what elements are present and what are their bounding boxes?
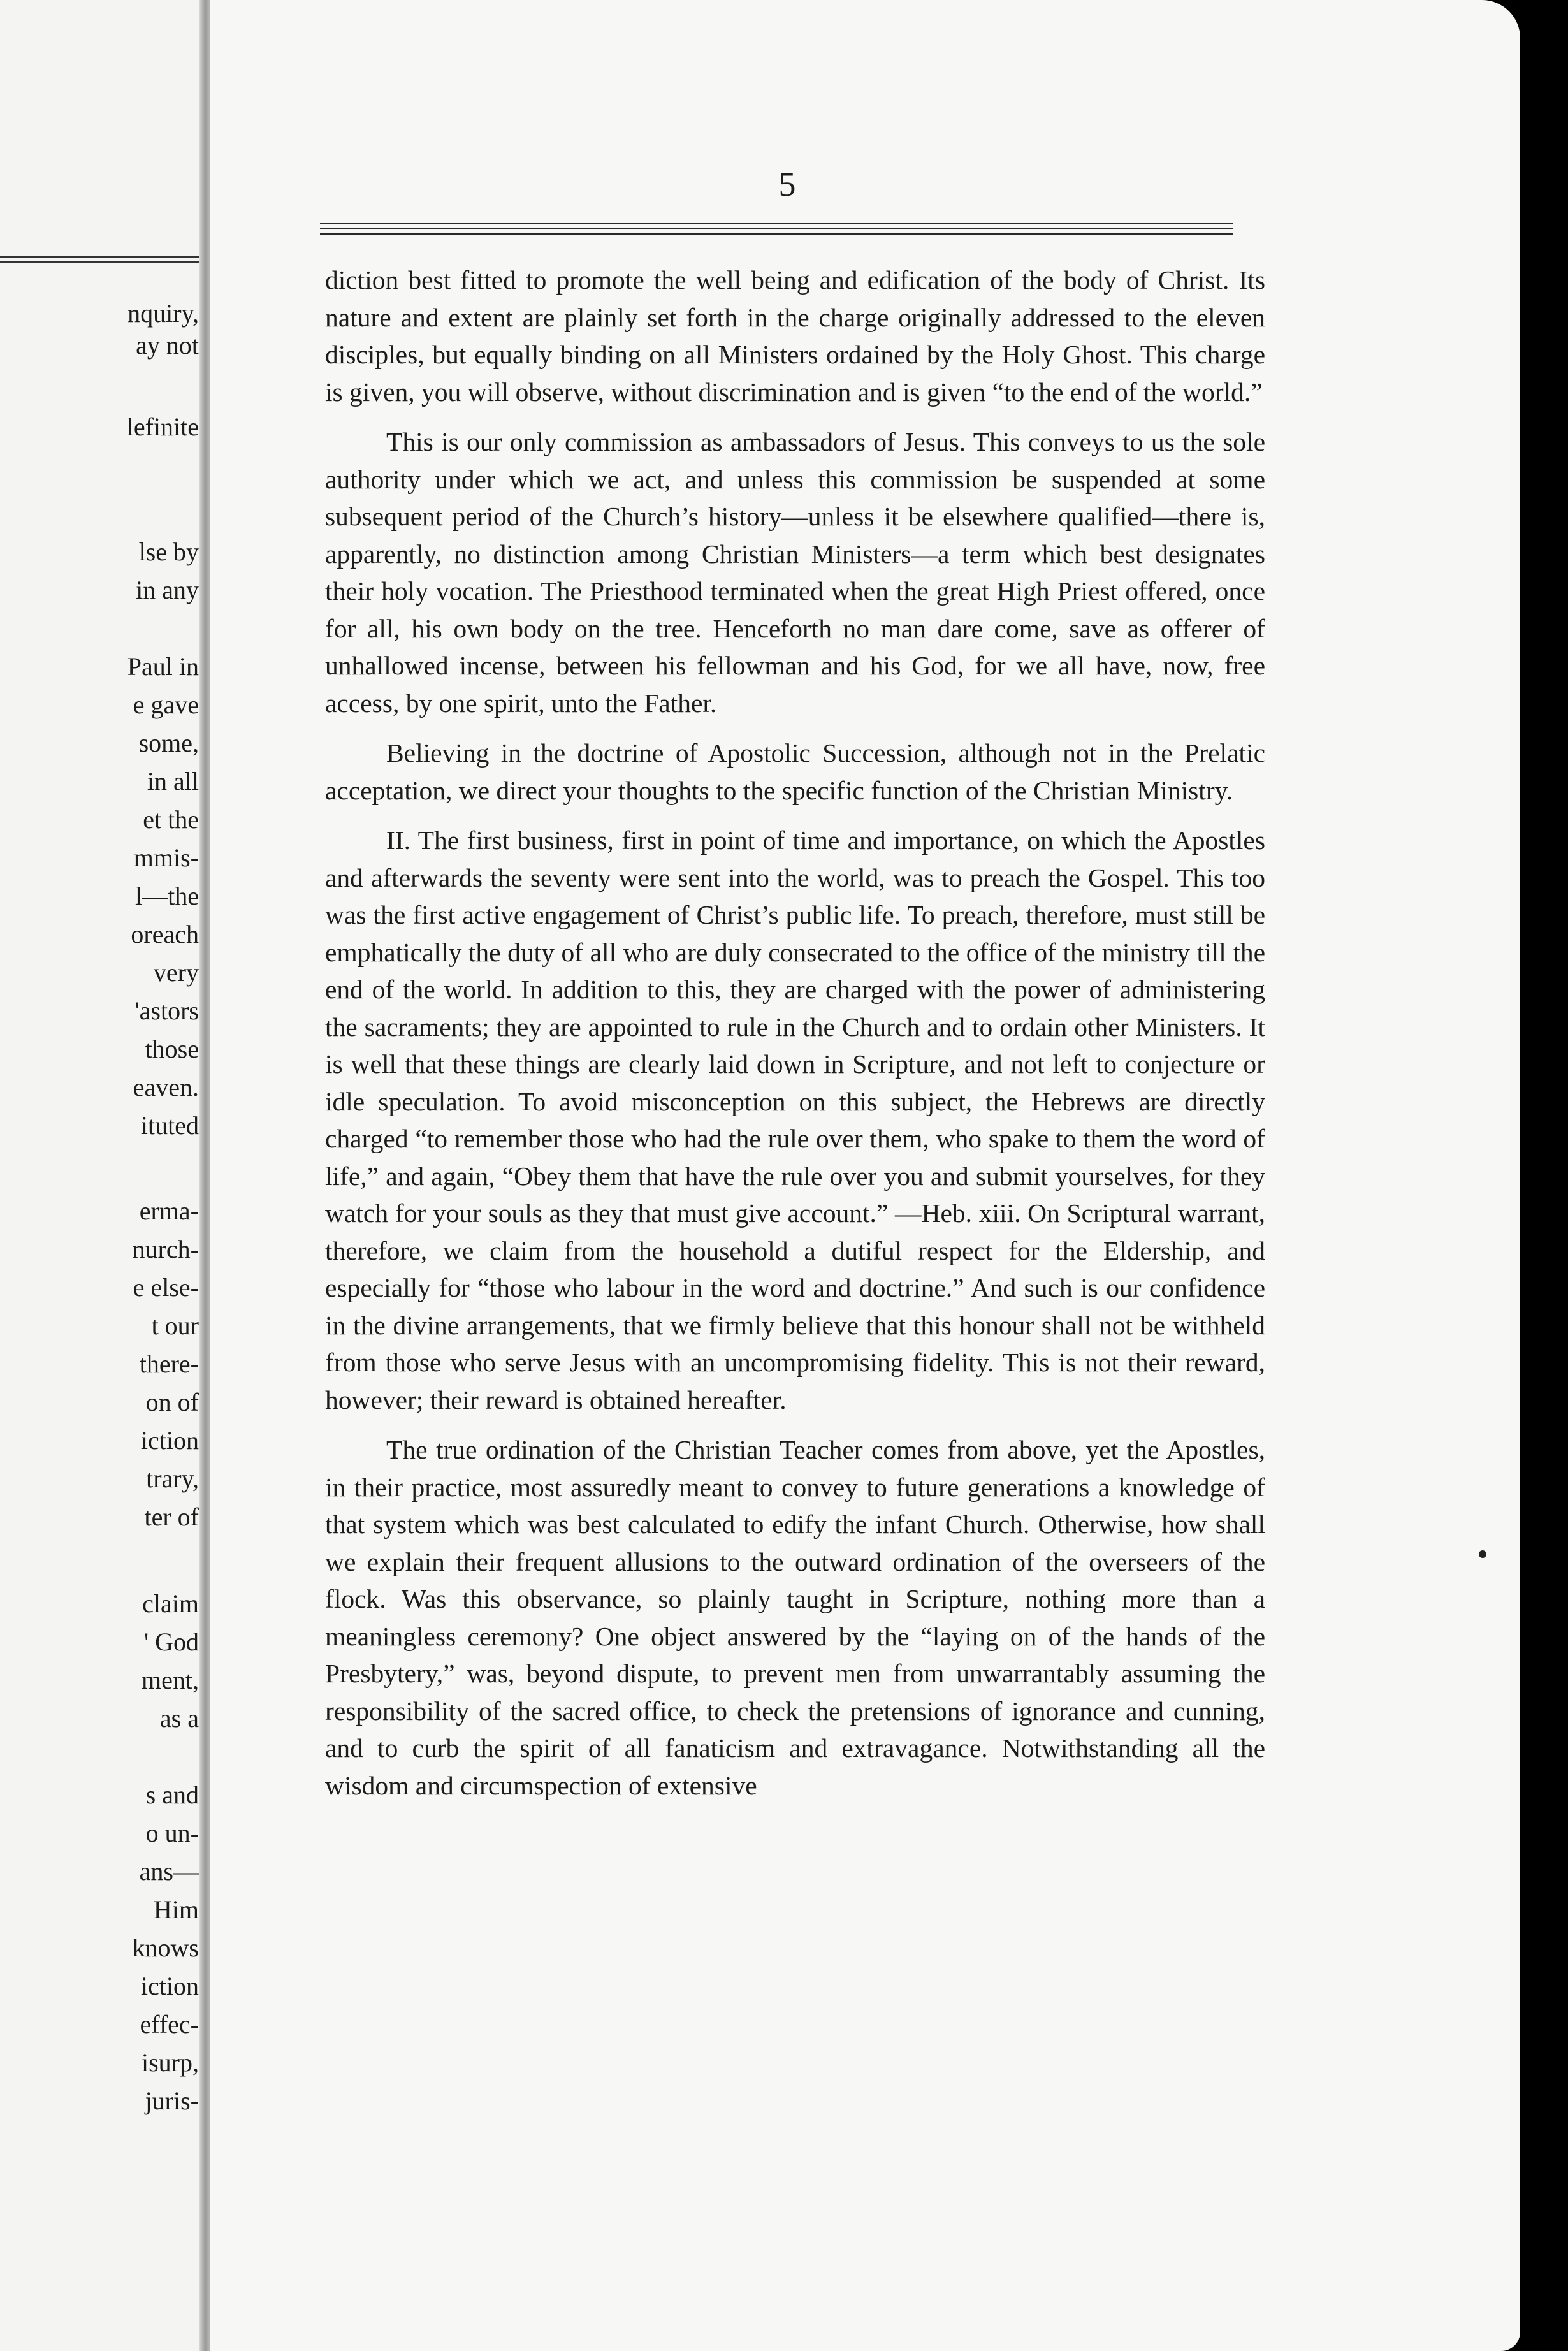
left-fragment: nurch- — [132, 1235, 199, 1263]
left-fragment: those — [145, 1035, 199, 1063]
left-fragment: 'astors — [134, 996, 199, 1025]
left-fragment: nquiry, — [127, 299, 199, 328]
left-fragment: Paul in — [127, 652, 199, 681]
left-fragment: mmis- — [133, 843, 199, 872]
left-fragment: ment, — [142, 1666, 199, 1694]
left-fragment: eaven. — [133, 1073, 199, 1102]
left-facing-page — [0, 0, 205, 2351]
left-fragment: trary, — [146, 1464, 199, 1493]
left-fragment: isurp, — [142, 2048, 199, 2077]
left-fragment: very — [153, 958, 199, 987]
left-fragment: as a — [159, 1704, 199, 1733]
book-page — [210, 0, 1520, 2351]
left-fragment: some, — [138, 729, 199, 757]
left-fragment: claim — [142, 1589, 199, 1618]
paragraph: This is our only commission as ambassadors of Jesus. This conveys to us the sole authority under which we act, and unless this commission be suspended at some subsequent period of the Church’s history—unless it be elsewhere qualified—there is, apparently, no distinction among Christian Ministers—a term which best designates their holy vocation. The Priesthood terminated when the great High Priest offered, once for all, his own body on the tree. Henceforth no man dare come, save as offerer of unhallowed incense, between his fellowman and his God, for we all have, now, free access, by one spirit, unto the Father. — [325, 427, 1265, 718]
header-rule — [320, 228, 1233, 229]
left-fragment: o un- — [145, 1819, 199, 1847]
left-fragment: s and — [145, 1780, 199, 1809]
left-page-rule — [0, 256, 203, 258]
left-page-rule — [0, 261, 203, 263]
left-fragment: Him — [153, 1895, 199, 1924]
paragraph: diction best fitted to promote the well being and edification of the body of Christ. Its nature and extent are plainly set forth in the charge originally addressed to the eleven disciples, but equally binding on all Ministers ordained by the Holy Ghost. This charge is given, you will observe, without discrimination and is given “to the end of the world.” — [325, 265, 1265, 407]
left-fragment: lefinite — [126, 412, 199, 441]
left-fragment: lse by — [138, 537, 199, 566]
left-fragment: there- — [139, 1350, 199, 1378]
left-fragment: iction — [140, 1972, 199, 2000]
header-rule — [320, 233, 1233, 235]
left-fragment: knows — [132, 1933, 199, 1962]
background-edge — [1520, 0, 1568, 2351]
paragraph: II. The first business, first in point of time and importance, on which the Apostles and afterwards the seventy were sent into the world, was to preach the Gospel. This too was the first active engagement of Christ’s public life. To preach, therefore, must still be emphatically the duty of all who are duly consecrated to the office of the ministry till the end of the world. In addition to this, they are charged with the power of administering the sacraments; they are appointed to rule in the Church and to ordain other Ministers. It is well that these things are clearly laid down in Scripture, and not left to conjecture or idle speculation. To avoid misconception on this subject, the Hebrews are directly charged “to remember those who had the rule over them, who spake to them the word of life,” and again, “Obey them that have the rule over you and submit yourselves, for they watch for your souls as they that must give account.” —Heb. xiii. On Scriptural warrant, therefore, we claim from the household a dutiful respect for the Eldership, and especially for “those who labour in the word and doctrine.” And such is our confidence in the divine arrangements, that we firmly believe that this honour shall not be withheld from those who serve Jesus with an uncompromising fidelity. This is not their reward, however; their reward is obtained hereafter. — [325, 826, 1265, 1415]
left-fragment: ituted — [140, 1111, 199, 1140]
left-fragment: l—the — [135, 882, 199, 910]
body-text — [325, 261, 1265, 1817]
ink-speck — [1479, 1550, 1486, 1558]
left-fragment: e gave — [133, 690, 199, 719]
header-rule — [320, 223, 1233, 224]
left-fragment: t our — [151, 1311, 199, 1340]
left-fragment: in any — [136, 576, 199, 604]
left-fragment: ' God — [143, 1627, 199, 1656]
left-fragment: juris- — [145, 2086, 199, 2115]
paragraph: The true ordination of the Christian Teacher comes from above, yet the Apostles, in their practice, most assuredly meant to convey to future generations a knowledge of that system which was best calculated to edify the infant Church. Otherwise, how shall we explain their frequent allusions to the outward ordination of the overseers of the flock. Was this observance, so plainly taught in Scripture, nothing more than a meaningless ceremony? One object answered by the “laying on of the hands of the Presbytery,” was, beyond dispute, to prevent men from unwarrantably assuming the responsibility of the sacred office, to check the pretensions of ignorance and cunning, and to curb the spirit of all fanaticism and extravagance. Notwithstanding all the wisdom and circumspection of extensive — [325, 1435, 1265, 1800]
left-fragment: on of — [145, 1388, 199, 1416]
left-fragment: erma- — [139, 1197, 199, 1225]
page-number: 5 — [778, 165, 796, 203]
left-fragment: ans— — [139, 1857, 199, 1886]
left-fragment: oreach — [131, 920, 199, 949]
left-fragment: ter of — [144, 1503, 199, 1531]
left-fragment: ay not — [136, 331, 199, 360]
left-fragment: iction — [140, 1426, 199, 1455]
left-fragment: e else- — [133, 1273, 199, 1302]
left-fragment: et the — [143, 805, 199, 834]
left-fragment: effec- — [140, 2010, 199, 2039]
left-fragment: in all — [147, 767, 199, 796]
paragraph: Believing in the doctrine of Apostolic Succession, although not in the Prelatic acceptation, we direct your thoughts to the specific function of the Christian Ministry. — [325, 738, 1265, 805]
